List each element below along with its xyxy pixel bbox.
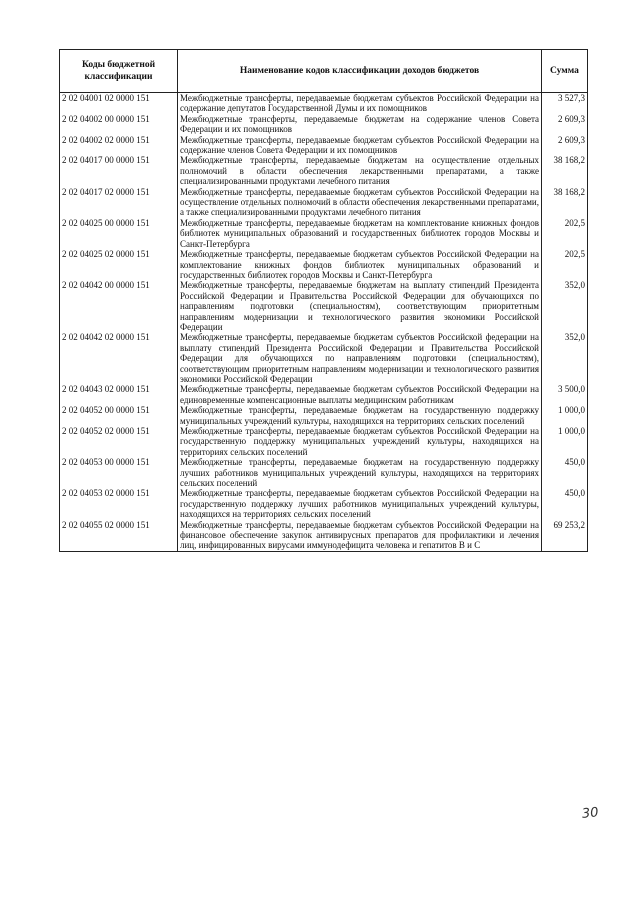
row-amount: 2 609,3 (542, 114, 588, 135)
row-name: Межбюджетные трансферты, передаваемые бюджетам на содержание членов Совета Федерации и их помощников (178, 114, 542, 135)
table-row (60, 187, 588, 218)
row-amount: 450,0 (542, 457, 588, 488)
table-row (60, 135, 588, 156)
row-code: 2 02 04017 02 0000 151 (60, 187, 178, 218)
header-code: Коды бюджетной классификации (60, 50, 178, 93)
table-row (60, 384, 588, 405)
row-code: 2 02 04001 02 0000 151 (60, 93, 178, 114)
row-name: Межбюджетные трансферты, передаваемые бюджетам на государственную поддержку муниципальных учреждений культуры, находящихся на территориях сельских поселений (178, 405, 542, 426)
budget-document (59, 49, 589, 552)
row-code: 2 02 04055 02 0000 151 (60, 520, 178, 552)
row-name: Межбюджетные трансферты, передаваемые бюджетам субъектов Российской Федерации на государственную поддержку муниципальных учреждений культуры, находящихся на территориях сельских поселений (178, 426, 542, 457)
table-row (60, 249, 588, 280)
row-code: 2 02 04025 02 0000 151 (60, 249, 178, 280)
row-amount: 202,5 (542, 218, 588, 249)
row-amount: 352,0 (542, 280, 588, 332)
table-row (60, 488, 588, 519)
row-amount: 3 527,3 (542, 93, 588, 114)
row-amount: 1 000,0 (542, 426, 588, 457)
row-amount: 450,0 (542, 488, 588, 519)
row-code: 2 02 04053 00 0000 151 (60, 457, 178, 488)
row-name: Межбюджетные трансферты, передаваемые бюджетам на комплектование книжных фондов библиотек муниципальных образований и государственных библиотек городов Москвы и Санкт-Петербурга (178, 218, 542, 249)
table-row (60, 155, 588, 186)
row-name: Межбюджетные трансферты, передаваемые бюджетам субъектов Российской Федерации на комплектование книжных фондов библиотек муниципальных образований и государственных библиотек городов Москвы и Санкт-Петербурга (178, 249, 542, 280)
table-header-row (60, 50, 588, 93)
row-name: Межбюджетные трансферты, передаваемые бюджетам субъектов Российской Федерации на осуществление отдельных полномочий в области обеспечения лекарственными препаратами, а также специализированными продуктами лечебного питания (178, 187, 542, 218)
table-row (60, 218, 588, 249)
row-code: 2 02 04052 02 0000 151 (60, 426, 178, 457)
page-number: 30 (581, 805, 600, 822)
row-code: 2 02 04002 00 0000 151 (60, 114, 178, 135)
row-code: 2 02 04017 00 0000 151 (60, 155, 178, 186)
table-row (60, 457, 588, 488)
table-row (60, 280, 588, 332)
table-row (60, 520, 588, 552)
table-row (60, 405, 588, 426)
header-amount: Сумма (542, 50, 588, 93)
row-name: Межбюджетные трансферты, передаваемые бюджетам субъектов Российской Федерации на государственную поддержку лучших работников муниципальных учреждений культуры, находящихся на территориях сельских поселений (178, 488, 542, 519)
header-name: Наименование кодов классификации доходов бюджетов (178, 50, 542, 93)
row-code: 2 02 04043 02 0000 151 (60, 384, 178, 405)
table-row (60, 114, 588, 135)
row-amount: 38 168,2 (542, 187, 588, 218)
row-amount: 1 000,0 (542, 405, 588, 426)
row-amount: 3 500,0 (542, 384, 588, 405)
row-name: Межбюджетные трансферты, передаваемые бюджетам субъектов Российской Федерации на содержание членов Совета Федерации и их помощников (178, 135, 542, 156)
row-amount: 352,0 (542, 332, 588, 384)
row-name: Межбюджетные трансферты, передаваемые бюджетам субъектов Российской федерации на выплату стипендий Президента Российской Федерации и Правительства Российской Федерации для обучающихся по направлениям подготовки (специальностям), соответствующим приоритетным направлениям модернизации и технологического развития экономики Российской Федерации (178, 332, 542, 384)
row-name: Межбюджетные трансферты, передаваемые бюджетам на осуществление отдельных полномочий в области обеспечения лекарственными препаратами, а также специализированными продуктами лечебного питания (178, 155, 542, 186)
row-amount: 38 168,2 (542, 155, 588, 186)
row-code: 2 02 04042 00 0000 151 (60, 280, 178, 332)
row-name: Межбюджетные трансферты, передаваемые бюджетам на государственную поддержку лучших работников муниципальных учреждений культуры, находящихся на территориях сельских поселений (178, 457, 542, 488)
table-row (60, 426, 588, 457)
row-code: 2 02 04053 02 0000 151 (60, 488, 178, 519)
row-code: 2 02 04042 02 0000 151 (60, 332, 178, 384)
table-row (60, 93, 588, 114)
row-code: 2 02 04052 00 0000 151 (60, 405, 178, 426)
row-amount: 2 609,3 (542, 135, 588, 156)
row-code: 2 02 04002 02 0000 151 (60, 135, 178, 156)
row-name: Межбюджетные трансферты, передаваемые бюджетам субъектов Российской Федерации на содержание депутатов Государственной Думы и их помощников (178, 93, 542, 114)
budget-revenue-table (59, 49, 588, 552)
row-name: Межбюджетные трансферты, передаваемые бюджетам субъектов Российской Федерации на финансовое обеспечение закупок антивирусных препаратов для профилактики и лечения лиц, инфицированных вирусами иммунодефицита человека и гепатитов В и С (178, 520, 542, 552)
row-name: Межбюджетные трансферты, передаваемые бюджетам субъектов Российской Федерации на единовременные компенсационные выплаты медицинским работникам (178, 384, 542, 405)
row-name: Межбюджетные трансферты, передаваемые бюджетам на выплату стипендий Президента Российской Федерации и Правительства Российской Федерации для обучающихся по направлениям подготовки (специальностям), соответствующим приоритетным направлениям модернизации и технологического развития экономики Российской Федерации (178, 280, 542, 332)
row-code: 2 02 04025 00 0000 151 (60, 218, 178, 249)
table-row (60, 332, 588, 384)
row-amount: 69 253,2 (542, 520, 588, 552)
row-amount: 202,5 (542, 249, 588, 280)
